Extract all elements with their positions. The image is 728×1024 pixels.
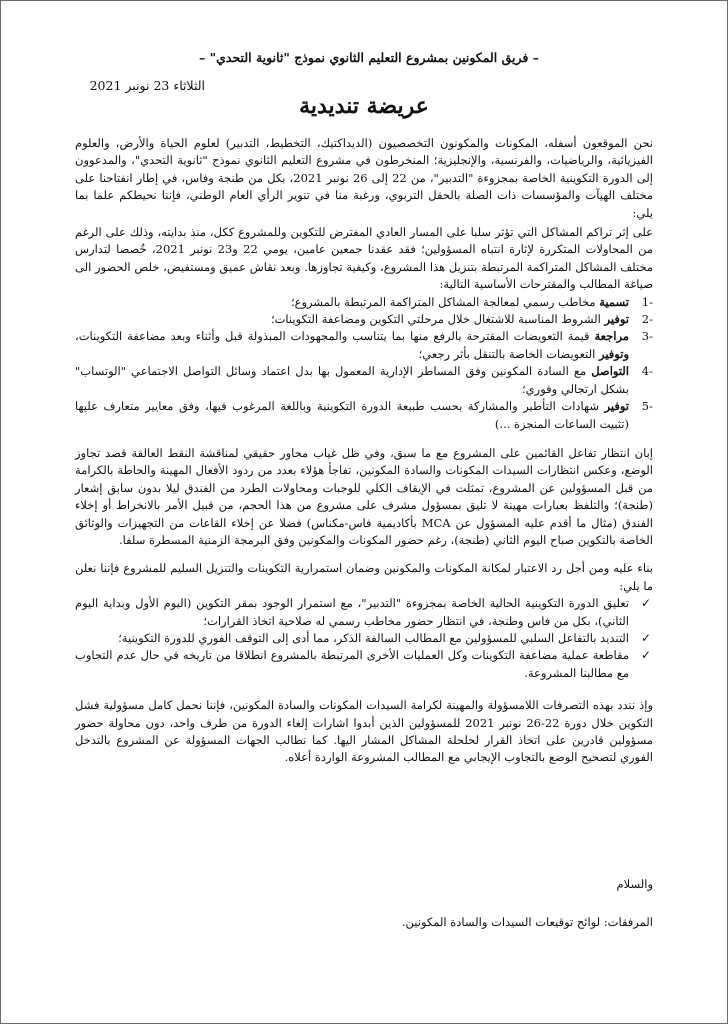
announcement-item [75, 595, 653, 630]
check-icon: ✓ [640, 630, 651, 645]
demand-number: -3 [641, 329, 653, 344]
demands-list [75, 294, 653, 433]
announcement-item [75, 647, 653, 682]
demand-text: شهادات التأطير والمشاركة بحسب طبيعة الدورة التكوينية وباللغة المرغوب فيها، وفق معايير متعارف عليها (تثبيت الساعات المنجزة ...) [75, 399, 629, 431]
announcement-text: تعليق الدورة التكوينية الحالية الخاصة بمجزوءة "التدبير"، مع استمرار الوجود بمقر التكوين (اليوم الأول وبداية اليوم الثاني)، بكل من فاس وطنجة، في انتظار حضور مخاطب رسمي له صلاحية اتخاذ القرارات؛ [75, 596, 629, 628]
team-header: – فريق المكونين بمشروع التعليم الثانوي نموذج "ثانوية التحدي" – [199, 50, 539, 65]
demand-text-secondary: التعويضات الخاصة بالتنقل بأثر رجعي؛ [418, 346, 599, 361]
incidents-paragraph: إبان انتظار تفاعل القائمين على المشروع مع ما سبق، وفي ظل غياب محاور حقيقي لمناقشة النقط العالقة قصد تجاوز الوضع، وعكس انتظارات السيدات المكونات والسادة المكونين، تفاجأ هؤلاء بعدد من ردود الأفعال المهينة والحاطة بالكرامة من قبل المسؤولين عن المشروع، تمثلت في الإيقاف الكلي للوجبات ومحاولات الطرد من الفندق ليلا بدون سابق إشعار (طنجة)؛ والتلفظ بعبارات مهينة لا تليق بمسؤول مشرف على مشروع من هذا الحجم، من قبيل الأمر بالانخراط أو إخلاء الفندق (مثال ما أقدم عليه المسؤول عن MCA بأكاديمية فاس-مكناس) فضلا عن إخلاء القاعات من التجهيزات والوثائق الخاصة بالتكوين صباح اليوم الثاني (طنجة)، رغم حضور المكونات والمكونين وفق البرمجة الزمنية المسطرة سلفا. [75, 445, 653, 547]
demand-item [75, 294, 653, 311]
closing-salutation: والسلام [616, 877, 653, 891]
attachments-note: المرفقات: لوائح توقيعات السيدات والسادة المكونين. [401, 915, 653, 929]
announcement-item [75, 630, 653, 647]
demand-keyword: توفير [604, 312, 629, 327]
demand-keyword: مراجعة [594, 329, 629, 344]
demand-keyword-secondary: وتوفير [598, 346, 629, 361]
document-title: عريضة تنديدية [299, 93, 429, 119]
demand-text: مع السادة المكونين وفق المساطر الإدارية المعمول بها بدل اعتماد وسائل التواصل الاجتماعي "الوتساب" بشكل ارتجالي وفوري؛ [75, 364, 629, 396]
demand-keyword: التواصل [591, 364, 629, 379]
check-icon: ✓ [640, 596, 651, 611]
demand-text: الشروط المناسبة للاشتغال خلال مرحلتي التكوين ومضاعفة التكوينات؛ [270, 312, 605, 327]
demand-text: مخاطب رسمي لمعالجة المشاكل المتراكمة المرتبطة بالمشروع؛ [290, 294, 600, 309]
document-body [75, 135, 653, 767]
intro-paragraph: نحن الموقعون أسفله، المكونات والمكونون التخصصيون (الديداكتيك، التخطيط، التدبير) لعلوم الحياة والأرض، والعلوم الفيزيائية، والرياضيات، والفرنسية، والإنجليزية؛ المنخرطون في مشروع التعليم الثانوي نموذج "ثانوية التحدي"، والمدعوون إلى الدورة التكوينية الخاصة بمجزوءة "التدبير"، من 22 إلى 26 نونبر 2021، بكل من طنجة وفاس، في إطار انفتاحنا على مختلف الهيآت والمؤسسات ذات الصلة بالحقل التربوي، ورغبة منا في تنوير الرأي العام الوطني، فإننا نحيطكم علما بما يلي: [75, 136, 653, 220]
demand-text: قيمة التعويضات المقترحة بالرفع منها بما يتناسب والمجهودات المبذولة قبل وأثناء وبعد مضاعفة التكوينات، [75, 329, 595, 344]
check-icon: ✓ [640, 648, 651, 663]
document-date: الثلاثاء 23 نونبر 2021 [89, 78, 205, 93]
demand-number: -2 [641, 312, 653, 327]
demand-number: -1 [641, 294, 653, 309]
announcements-list [75, 595, 653, 682]
demand-item [75, 328, 653, 363]
demand-item [75, 311, 653, 328]
announcement-text: التنديد بالتفاعل السلبي للمسؤولين مع المطالب السالفة الذكر، مما أدى إلى التوقف الفوري للدورة التكوينية؛ [118, 630, 629, 645]
demand-number: -5 [641, 399, 653, 414]
demand-keyword: تسمية [599, 294, 629, 309]
demand-number: -4 [641, 364, 653, 379]
responsibility-paragraph: وإذ نندد بهذه التصرفات اللامسؤولة والمهينة لكرامة السيدات المكونات والسادة المكونين، فإننا نحمل كامل مسؤولية فشل التكوين خلال دورة 22-26 نونبر 2021 للمسؤولين الذين أبدوا اشارات إلغاء الدورة من طرف واحد، دون محاولة حضور مسؤولين قادرين على اتخاذ القرار لحلحلة المشاكل المشار اليها. كما نطالب الجهات المسؤولة عن المشروع بالتدخل الفوري لتصحيح الوضع بالتجاوب الإيجابي مع المطالب المشروعة الواردة أعلاه. [75, 698, 653, 765]
demand-item [75, 363, 653, 398]
announcement-text: مقاطعة عملية مضاعفة التكوينات وكل العمليات الأخرى المرتبطة بالمشروع انطلاقا من تاريخه في حال عدم التجاوب مع مطالبنا المشروعة. [75, 648, 629, 680]
announcement-intro: بناء عليه ومن أجل رد الاعتبار لمكانة المكونات والمكونين وضمان استمرارية التكوينات والتنزيل السليم للمشروع فإننا نعلن ما يلي: [75, 561, 653, 593]
context-paragraph: على إثر تراكم المشاكل التي تؤثر سلبا على المسار العادي المفترض للتكوين وللمشروع ككل، منذ بدايته، وذلك على الرغم من المحاولات المتكررة لإثارة انتباه المسؤولين؛ فقد عقدنا جمعين عامين، يومي 22 و23 نونبر 2021، خُصصا لتدارس مختلف المشاكل المتراكمة المرتبطة بتنزيل هذا المشروع، وكيفية تجاوزها. وبعد نقاش عميق ومستفيض، خلص الحضور الى صياغة المطالب والمقترحات الأساسية التالية: [75, 225, 653, 292]
demand-keyword: توفير [604, 399, 629, 414]
demand-item [75, 398, 653, 433]
